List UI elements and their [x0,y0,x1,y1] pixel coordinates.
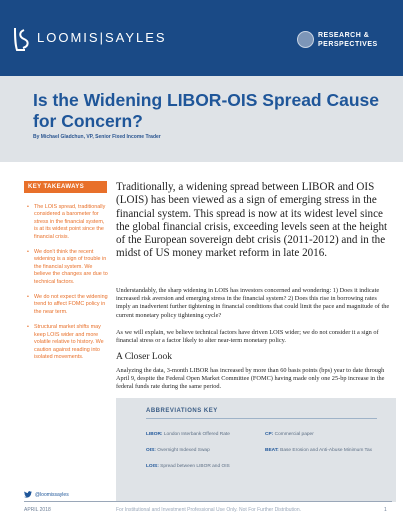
logo-wordmark: LOOMIS|SAYLES [37,30,167,45]
abbreviation-definition: Commercial paper [274,432,314,437]
abbreviation-definition: Base Erosion and Anti-Abuse Minimum Tax [280,448,373,453]
footer-date: APRIL 2018 [24,507,51,513]
byline: By Michael Gladchun, VP, Senior Fixed Income Trader [33,134,161,140]
takeaway-item: • The LOIS spread, traditionally considered a barometer for stress in the financial system, is at its widest point since the financial crisis. [27,204,109,241]
abbreviation-term: LOIS: [146,464,159,469]
abbreviations-divider [146,418,377,419]
abbreviation-term: OIS: [146,448,156,453]
abbreviation-term: CP: [265,432,274,437]
twitter-handle-link[interactable]: @loomissayles [35,492,69,498]
abbreviation-entry [265,448,372,453]
document-title: Is the Widening LIBOR-OIS Spread Cause for Concern? [33,90,380,131]
lead-paragraph: Traditionally, a widening spread between LIBOR and OIS (LOIS) has been viewed as a sign of emerging stress in the financial system. This spread is now at its widest level since the global financial crisis, exceeding levels seen at the height of the European sovereign debt crisis (2011-2012) and in the midst of US money market reform in late 2016. [116,181,388,260]
twitter-icon[interactable] [24,491,32,498]
key-takeaways-list [27,204,109,369]
abbreviation-definition: Spread between LIBOR and OIS [160,464,230,469]
abbreviation-entry [265,432,314,437]
research-perspectives-badge [318,31,378,49]
body-paragraph-2: As we will explain, we believe technical factors have driven LOIS wider; we do not consider it a sign of financial stress or a factor likely to alter near-term monetary policy. [116,329,379,345]
abbreviation-entry [146,464,230,469]
section-heading: A Closer Look [116,352,172,362]
loomis-sayles-logo-icon [11,26,31,54]
badge-line-2: PERSPECTIVES [318,41,378,48]
research-perspectives-icon [297,31,314,48]
footer-disclaimer: For Institutional and Investment Professional Use Only. Not For Further Distribution. [116,507,301,513]
body-paragraph-1: Understandably, the sharp widening in LOIS has investors concerned and wondering: 1) Does it indicate increased risk aversion and emerging stress in the financial system? 2) Does this rise in borrowing rates imply an inadvertent further tightening in financial conditions that could limit the pace and magnitude of the current monetary policy tightening cycle? [116,287,390,319]
takeaway-item: • We do not expect the widening trend to affect FOMC policy in the near term. [27,294,109,316]
abbreviation-term: BEAT: [265,448,279,453]
body-paragraph-3: Analyzing the data, 3-month LIBOR has increased by more than 60 basis points (bps) year to date through April 9, despite the Federal Open Market Committee (FOMC) having made only one 25-bp increase in the federal funds rate during the same period. [116,367,385,391]
abbreviation-entry [146,432,230,437]
abbreviation-entry [146,448,210,453]
abbreviation-definition: Overnight Indexed Swap [157,448,210,453]
badge-line-1: RESEARCH & [318,32,370,39]
key-takeaways-heading: KEY TAKEAWAYS [24,181,107,193]
abbreviations-title: ABBREVIATIONS KEY [146,408,218,414]
page-number: 1 [384,507,387,513]
footer-divider [24,501,392,502]
takeaway-item: • Structural market shifts may keep LOIS wider and more volatile relative to history. We caution against reading into isolated movements. [27,324,109,361]
takeaway-item: • We don't think the recent widening is a sign of trouble in the financial system. We believe the changes are due to technical factors. [27,249,109,286]
abbreviation-definition: London Interbank Offered Rate [163,432,230,437]
abbreviation-term: LIBOR: [146,432,163,437]
